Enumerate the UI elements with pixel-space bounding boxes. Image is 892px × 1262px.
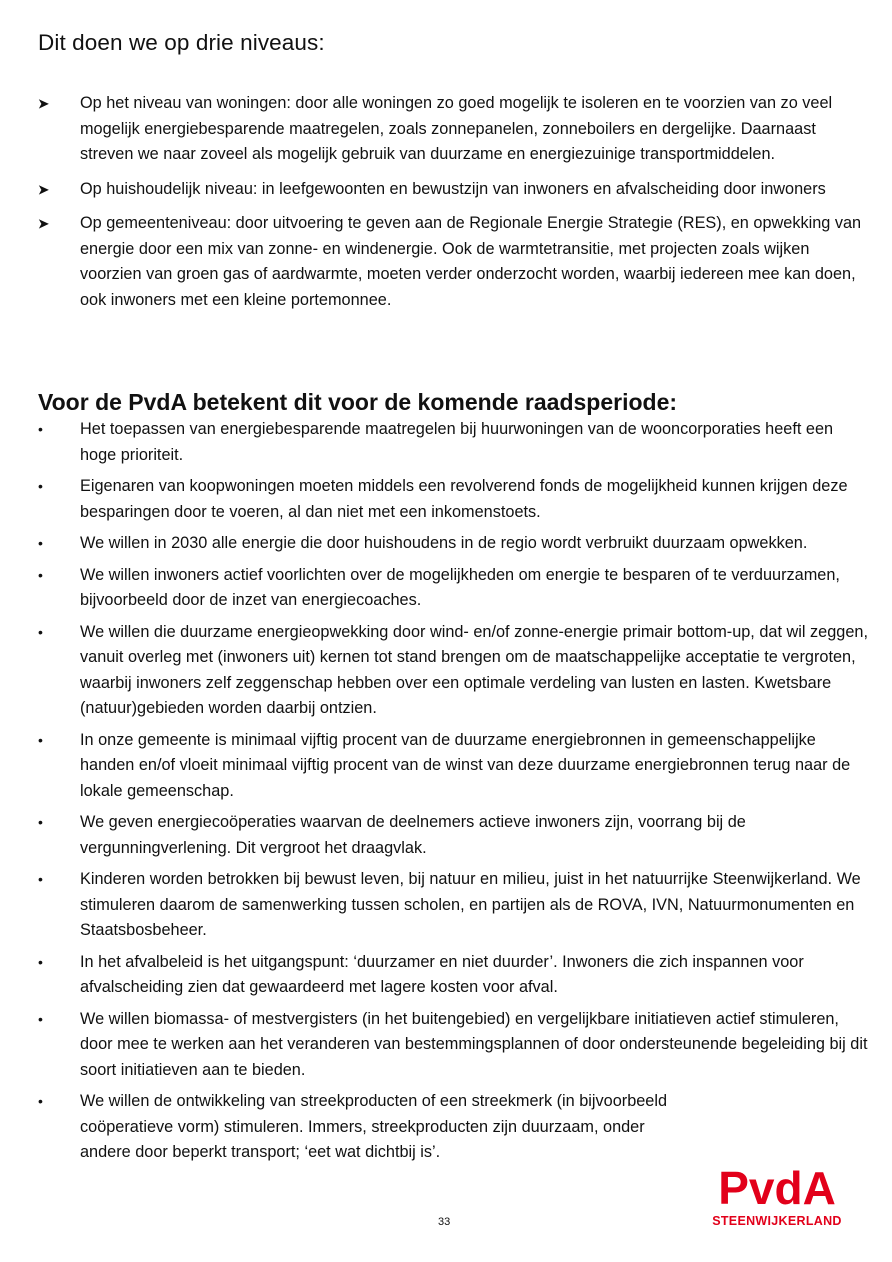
list-item <box>38 950 868 1001</box>
list-item-text: Eigenaren van koopwoningen moeten middels een revolverend fonds de mogelijkheid kunnen krijgen deze besparingen door te voeren, al dan niet met een inkomenstoets. <box>80 477 848 521</box>
list-item <box>38 1007 868 1084</box>
list-item <box>38 1089 680 1166</box>
list-item-text: In onze gemeente is minimaal vijftig procent van de duurzame energiebronnen in gemeenschappelijke handen en/of vloeit minimaal vijftig procent van de winst van deze duurzame energiebronnen terug naar de lokale gemeenschap. <box>80 730 851 800</box>
list-item <box>38 620 868 722</box>
bullet-icon: • <box>38 623 43 640</box>
list-item-text: We willen inwoners actief voorlichten over de mogelijkheden om energie te besparen of te verduurzamen, bijvoorbeeld door de inzet van energiecoaches. <box>80 565 840 609</box>
list-item-text: We willen in 2030 alle energie die door huishoudens in de regio wordt verbruikt duurzaam opwekken. <box>80 534 808 552</box>
bullet-icon: • <box>38 535 43 551</box>
bullet-icon: • <box>38 871 43 887</box>
list-item <box>38 211 868 313</box>
section-heading: Voor de PvdA betekent dit voor de komende raadsperiode: <box>38 389 678 415</box>
pvda-logo <box>697 1158 857 1232</box>
list-item <box>38 563 868 614</box>
page-number: 33 <box>438 1216 451 1228</box>
list-item-text: We willen de ontwikkeling van streekproducten of een streekmerk (in bijvoorbeeld coöperatieve vorm) stimuleren. Immers, streekproducten zijn duurzaam, onder andere door beperkt transport; ‘eet wat dichtbij is’. <box>80 1092 668 1161</box>
list-item-text: We geven energiecoöperaties waarvan de deelnemers actieve inwoners zijn, voorrang bij de vergunningverlening. Dit vergroot het draagvlak. <box>80 813 746 857</box>
points-list <box>38 417 868 1172</box>
arrow-bullet-icon: ➤ <box>38 96 49 111</box>
list-item-text: We willen die duurzame energieopwekking door wind- en/of zonne-energie primair bottom-up, dat wil zeggen, vanuit overleg met (inwoners uit) kernen tot stand brengen om de maatschappelijke acceptatie te vergroten, waarbij inwoners zelf zeggenschap hebben over een optimale verdeling van lusten en lasten. Kwetsbare (natuur)gebieden worden daarbij ontzien. <box>80 622 868 717</box>
list-item <box>38 91 868 168</box>
list-item-text: We willen biomassa- of mestvergisters (in het buitengebied) en vergelijkbare initiatieven actief stimuleren, door mee te werken aan het veranderen van bestemmingsplannen of door ondersteunende begeleiding bij dit soort initiatieven aan te bieden. <box>80 1009 868 1079</box>
pvda-wordmark-icon <box>697 1158 857 1214</box>
logo-subtitle: STEENWIJKERLAND <box>712 1214 842 1228</box>
bullet-icon: • <box>38 566 43 583</box>
list-item-text: Kinderen worden betrokken bij bewust leven, bij natuur en milieu, juist in het natuurrijke Steenwijkerland. We stimuleren daarom de samenwerking tussen scholen, en partijen als de ROVA, IVN, Natuurmonumenten en Staatsbosbeheer. <box>80 870 861 939</box>
list-item <box>38 417 868 468</box>
list-item-text: Op het niveau van woningen: door alle woningen zo goed mogelijk te isoleren en te voorzien van zo veel mogelijk energiebesparende maatregelen, zoals zonnepanelen, zonneboilers en dergelijke. Daarnaast streven we naar zoveel als mogelijk gebruik van duurzame en energiezuinige transportmiddelen. <box>80 94 833 163</box>
list-item <box>38 474 868 525</box>
list-item-text: In het afvalbeleid is het uitgangspunt: ‘duurzamer en niet duurder’. Inwoners die zich inspannen voor afvalscheiding zien dat gewaardeerd met lagere kosten voor afval. <box>80 952 804 996</box>
bullet-icon: • <box>38 731 43 748</box>
arrow-bullet-icon: ➤ <box>38 216 49 231</box>
bullet-icon: • <box>38 953 43 970</box>
bullet-icon: • <box>38 814 43 830</box>
intro-heading: Dit doen we op drie niveaus: <box>38 30 325 55</box>
bullet-icon: • <box>38 421 43 437</box>
list-item <box>38 177 868 203</box>
list-item-text: Op huishoudelijk niveau: in leefgewoonten en bewustzijn van inwoners en afvalscheiding door inwoners <box>80 179 826 198</box>
list-item <box>38 728 868 805</box>
arrow-bullet-icon: ➤ <box>38 181 49 197</box>
list-item-text: Op gemeenteniveau: door uitvoering te geven aan de Regionale Energie Strategie (RES), en opwekking van energie door een mix van zonne- en windenergie. Ook de warmtetransitie, met projecten zoals wijken voorzien van groen gas of aardwarmte, moeten verder onderzocht worden, waarbij iedereen mee kan doen, ook inwoners met een kleine portemonnee. <box>80 214 862 309</box>
levels-list <box>38 91 868 322</box>
list-item <box>38 867 868 944</box>
list-item <box>38 531 868 557</box>
list-item <box>38 810 868 861</box>
bullet-icon: • <box>38 1010 43 1027</box>
list-item-text: Het toepassen van energiebesparende maatregelen bij huurwoningen van de wooncorporaties heeft een hoge prioriteit. <box>80 420 834 464</box>
bullet-icon: • <box>38 478 43 494</box>
pvda-wordmark: PvdA <box>718 1162 836 1214</box>
bullet-icon: • <box>38 1093 43 1109</box>
